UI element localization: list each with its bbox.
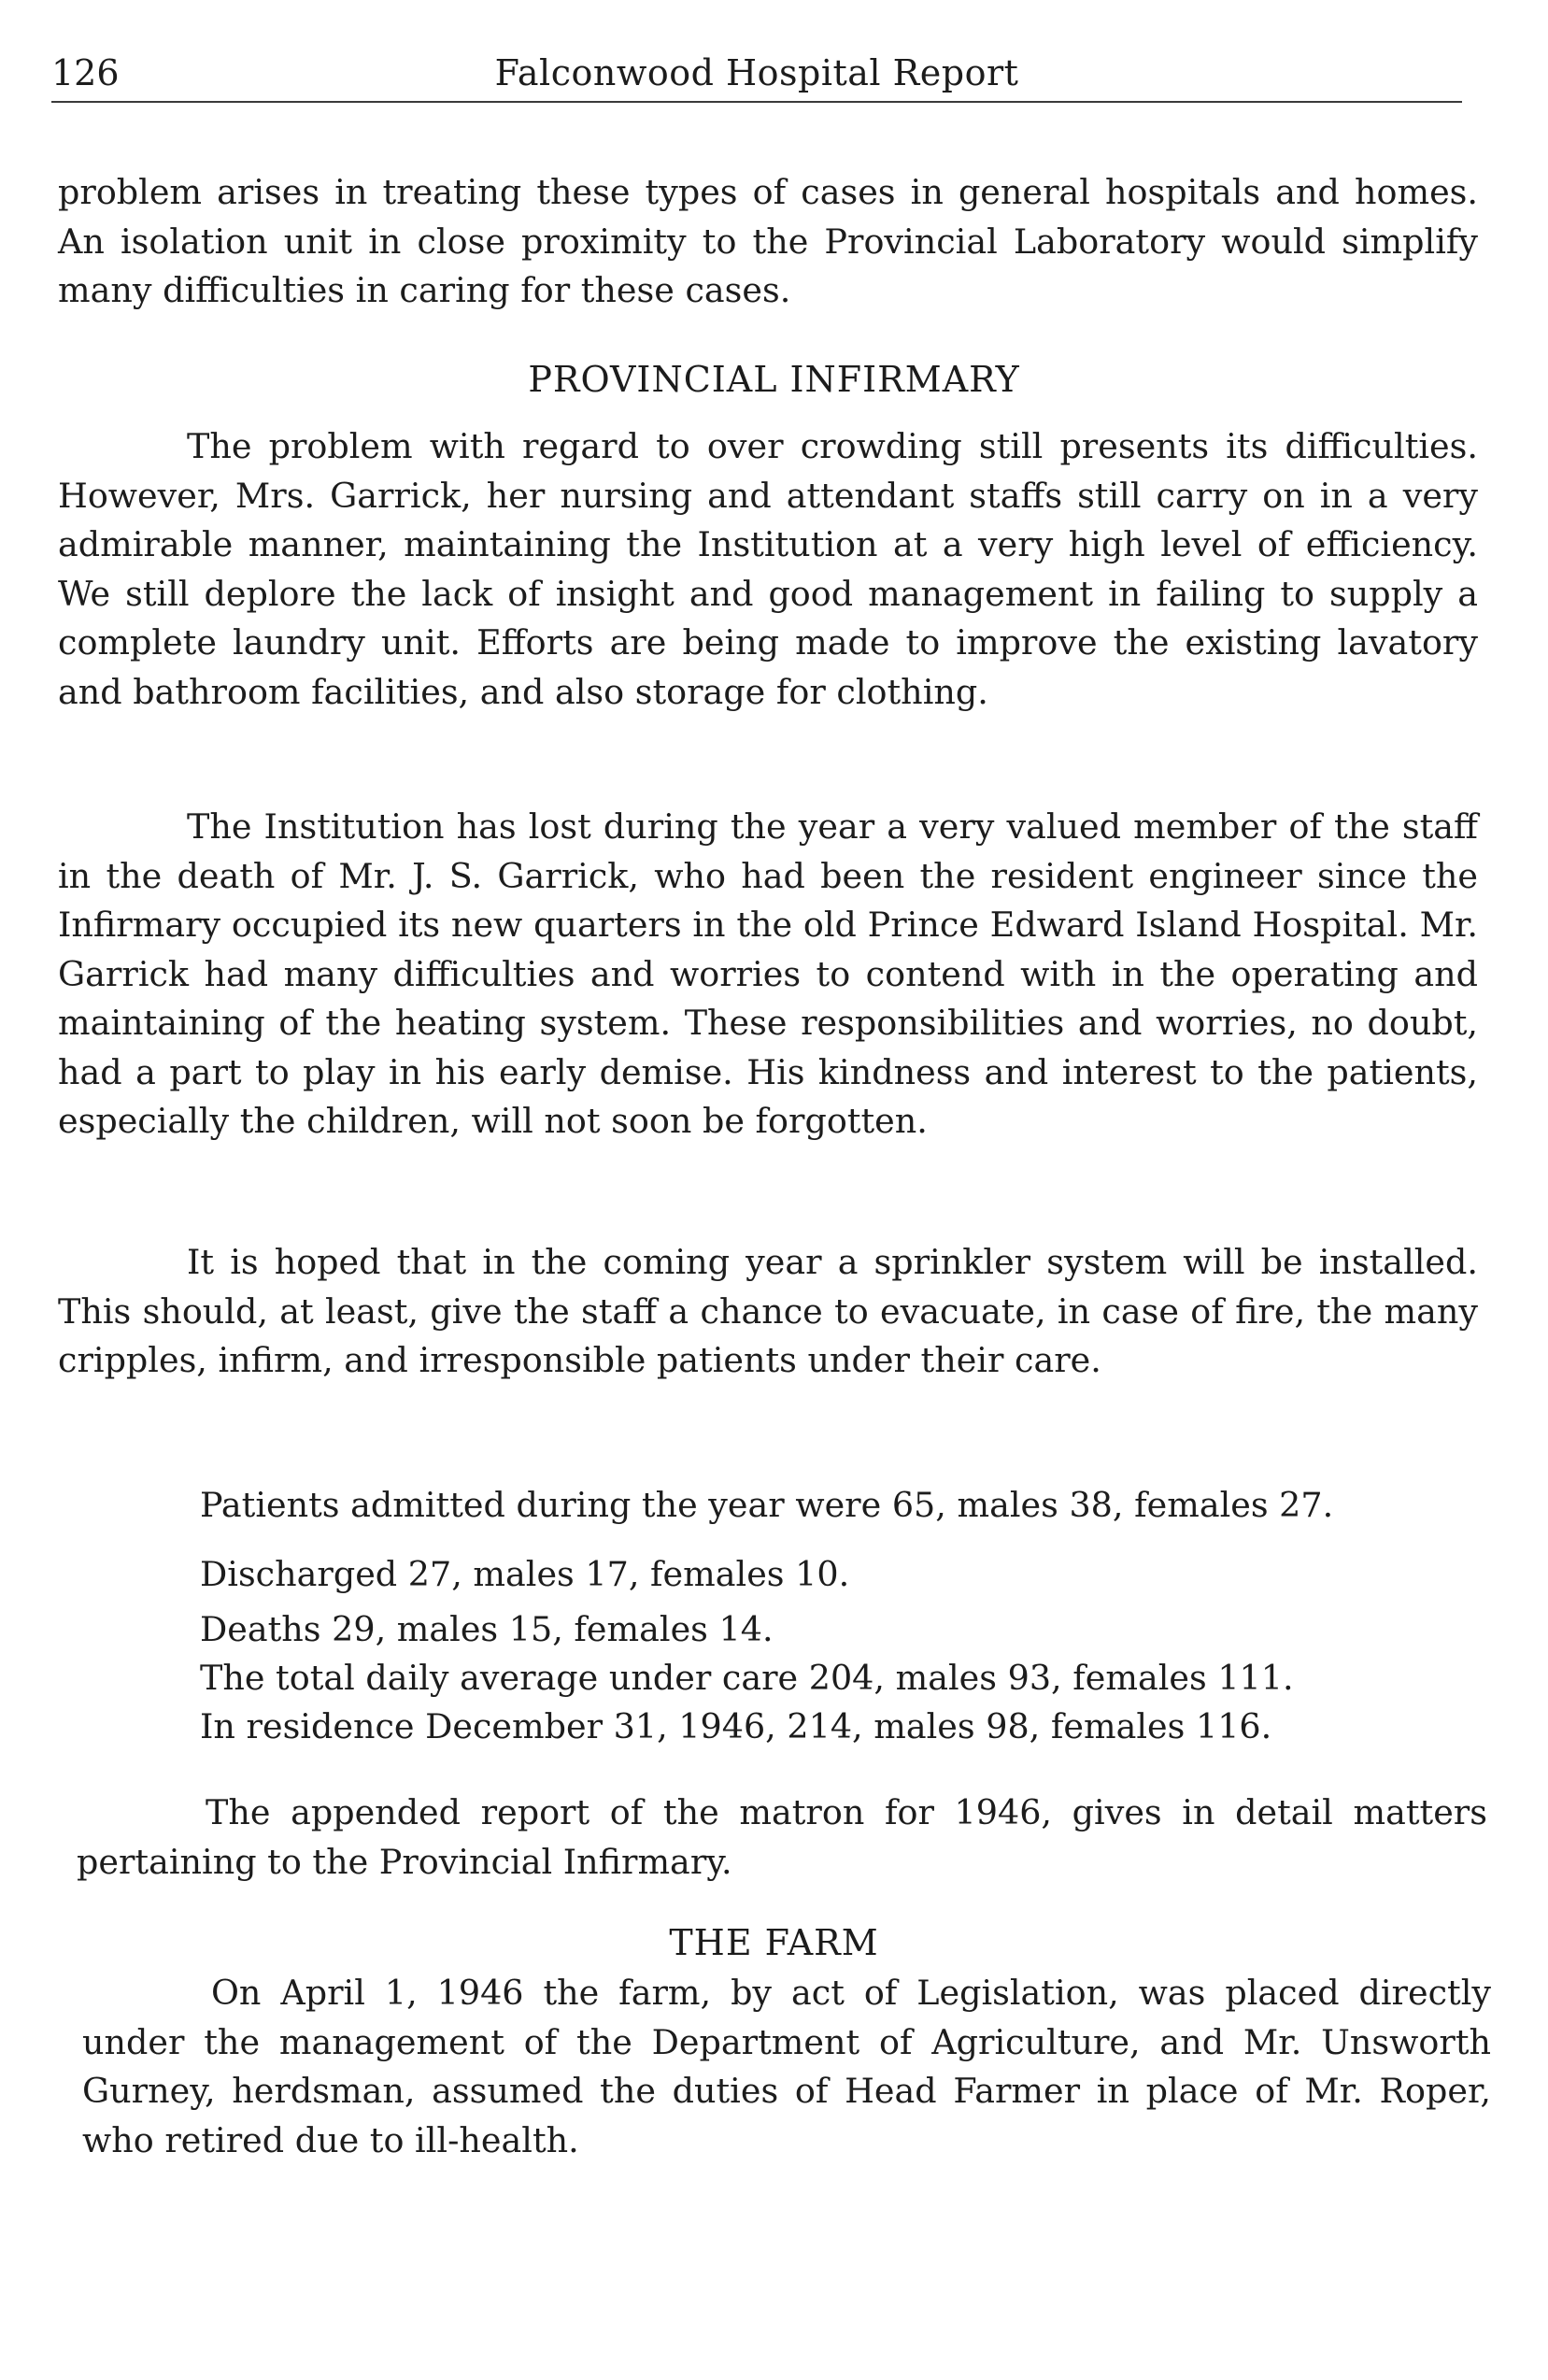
paragraph-matron-report: The appended report of the matron for 1946, gives in detail matters pertaining to the Provincial Infirmary. xyxy=(77,1792,1487,1882)
section-heading-the-farm: THE FARM xyxy=(669,1922,879,1963)
paragraph-sprinkler-system: It is hoped that in the coming year a sprinkler system will be installed. This should, at least, give the staff a chance to evacuate, in case of fire, the many cripples, infirm, and irresponsible patients under their care. xyxy=(58,1242,1478,1380)
paragraph-overcrowding: The problem with regard to over crowding still presents its difficulties. However, Mrs. Garrick, her nursing and attendant staffs still carry on in a very admirable manner, maintaining the Institution at a very high level of efficiency. We still deplore the lack of insight and good management in failing to supply a complete laundry unit. Efforts are being made to improve the existing lavatory and bathroom facilities, and also storage for clothing. xyxy=(58,426,1478,712)
stat-line-discharged: Discharged 27, males 17, females 10. xyxy=(200,1554,850,1594)
page-number: 126 xyxy=(51,52,120,93)
report-title: Falconwood Hospital Report xyxy=(494,52,1019,93)
paragraph-staff-loss: The Institution has lost during the year a very valued member of the staff in the death of Mr. J. S. Garrick, who had been the resident engineer since the Infirmary occupied its new quarters in the old Prince Edward Island Hospital. Mr. Garrick had many difficulties and worries to contend with in the operating and maintaining of the heating system. These responsibilities and worries, no doubt, had a part to play in his early demise. His kindness and interest to the patients, especially the children, will not soon be forgotten. xyxy=(58,806,1478,1141)
paragraph-isolation-unit: problem arises in treating these types of cases in general hospitals and homes. An isolation unit in close proximity to the Provincial Laboratory would simplify many difficulties in caring for these cases. xyxy=(58,172,1478,310)
stat-line-daily-average: The total daily average under care 204, males 93, females 111. xyxy=(200,1658,1294,1698)
running-header xyxy=(51,45,1462,103)
section-heading-provincial-infirmary: PROVINCIAL INFIRMARY xyxy=(528,359,1020,400)
stat-line-deaths: Deaths 29, males 15, females 14. xyxy=(200,1609,774,1649)
paragraph-farm-management: On April 1, 1946 the farm, by act of Legislation, was placed directly under the management of the Department of Agriculture, and Mr. Unsworth Gurney, herdsman, assumed the duties of Head Farmer in place of Mr. Roper, who retired due to ill-health. xyxy=(82,1973,1491,2160)
stat-line-admitted: Patients admitted during the year were 65, males 38, females 27. xyxy=(200,1485,1334,1525)
stat-line-in-residence: In residence December 31, 1946, 214, males 98, females 116. xyxy=(200,1706,1272,1746)
